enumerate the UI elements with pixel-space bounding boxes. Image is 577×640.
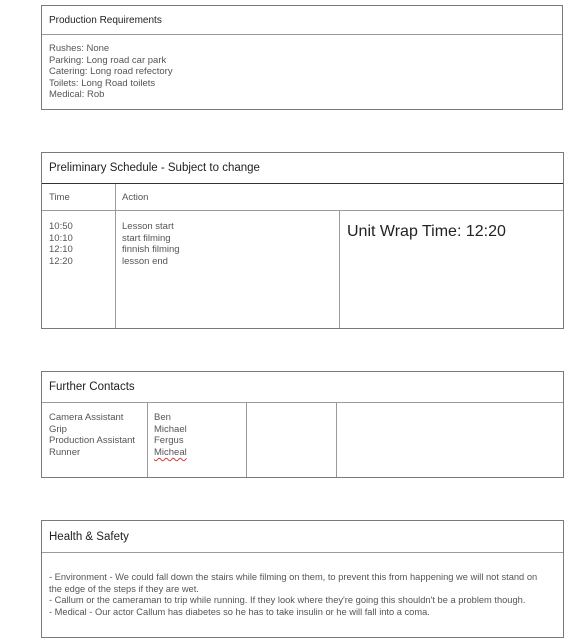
- schedule-times: [49, 221, 73, 267]
- schedule-header: [42, 153, 563, 184]
- contact-role: Runner: [49, 446, 81, 458]
- schedule-action: finnish filming: [122, 244, 180, 256]
- health-safety-line: the edge of the steps if they are wet.: [49, 583, 199, 594]
- health-safety-title: Health & Safety: [49, 531, 129, 543]
- contact-name-misspelled: Micheal: [154, 446, 187, 458]
- production-requirements-title: Production Requirements: [49, 15, 162, 26]
- production-item-rushes: Rushes: None: [49, 43, 110, 54]
- contact-name: Ben: [154, 412, 171, 423]
- contact-name: Michael: [154, 423, 187, 435]
- health-safety-line: - Medical - Our actor Callum has diabetes so he has to take insulin or he will fall into a coma.: [49, 606, 430, 617]
- schedule-divider-2: [339, 211, 340, 328]
- health-safety-line: - Callum or the cameraman to trip while running. If they look where they're going this shouldn't be a problem though.: [49, 595, 526, 606]
- schedule-action: Lesson start: [122, 221, 174, 232]
- production-item-catering: Catering: Long road refectory: [49, 66, 173, 78]
- health-safety-box: [41, 520, 564, 638]
- schedule-time: 12:10: [49, 244, 73, 256]
- production-item-medical: Medical: Rob: [49, 89, 105, 101]
- health-safety-header: [42, 521, 563, 553]
- schedule-actions: [122, 221, 180, 267]
- schedule-action: start filming: [122, 232, 171, 244]
- further-contacts-box: [41, 371, 564, 478]
- contact-name: Fergus: [154, 435, 184, 447]
- contacts-divider-3: [336, 403, 337, 477]
- schedule-action: lesson end: [122, 255, 168, 267]
- production-requirements-header: [42, 6, 562, 35]
- schedule-time: 10:10: [49, 232, 73, 244]
- further-contacts-header: [42, 372, 563, 403]
- production-item-toilets: Toilets: Long Road toilets: [49, 77, 156, 89]
- contact-role: Production Assistant: [49, 435, 136, 447]
- production-requirements-box: [41, 5, 563, 110]
- further-contacts-title: Further Contacts: [49, 381, 135, 393]
- schedule-time: 12:20: [49, 255, 73, 267]
- contacts-divider-1: [147, 403, 148, 477]
- contacts-divider-2: [246, 403, 247, 477]
- contacts-names: [154, 412, 187, 458]
- schedule-column-header-row: [42, 184, 563, 211]
- production-item-parking: Parking: Long road car park: [49, 54, 167, 66]
- schedule-col-time: Time: [49, 192, 70, 203]
- schedule-time: 10:50: [49, 221, 73, 232]
- contact-role: Grip: [49, 423, 67, 435]
- contacts-roles: [49, 412, 135, 458]
- health-safety-line: - Environment - We could fall down the stairs while filming on them, to prevent this from happening we will not stand on: [49, 572, 538, 582]
- production-requirements-list: [49, 43, 173, 101]
- health-safety-notes: [49, 572, 537, 618]
- unit-wrap-time: Unit Wrap Time: 12:20: [347, 223, 506, 240]
- schedule-box: [41, 152, 564, 329]
- contact-name: [154, 447, 187, 459]
- schedule-col-action: Action: [122, 192, 149, 203]
- contact-role: Camera Assistant: [49, 412, 124, 423]
- schedule-title: Preliminary Schedule - Subject to change: [49, 162, 260, 174]
